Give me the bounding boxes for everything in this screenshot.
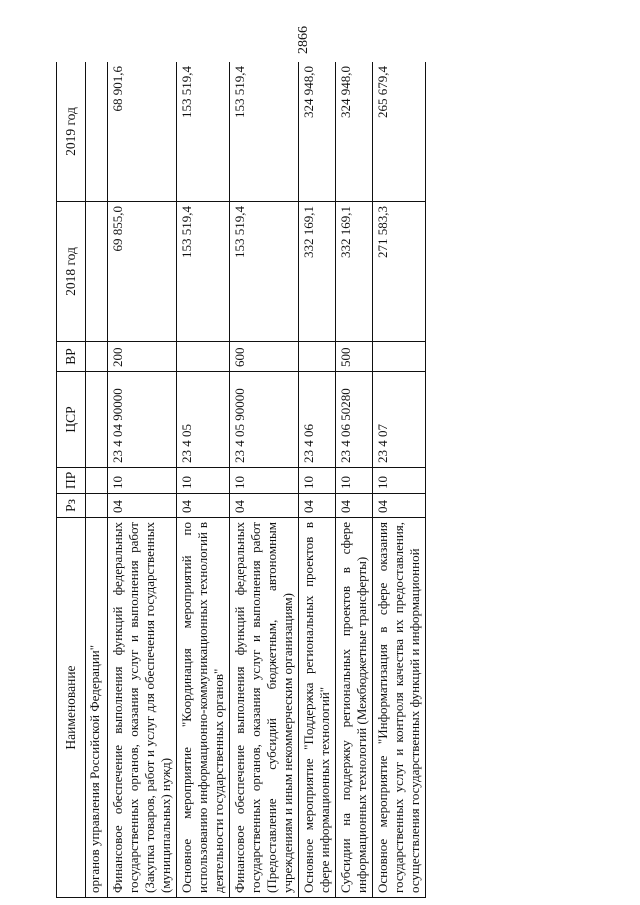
row-csr: 23 4 06 50280 [336, 372, 373, 468]
header-name: Наименование [57, 518, 86, 898]
row-rz: 04 [230, 494, 299, 518]
row-2019 [86, 62, 108, 202]
table-row [336, 62, 373, 898]
budget-table [56, 62, 426, 898]
row-vr: 500 [336, 342, 373, 372]
row-name: Основное мероприятие "Поддержка региональных проектов в сфере информационных технологий" [299, 518, 336, 898]
table-row [177, 62, 230, 898]
row-pr: 10 [230, 468, 299, 494]
row-rz: 04 [177, 494, 230, 518]
row-vr [299, 342, 336, 372]
row-rz: 04 [373, 494, 426, 518]
row-pr: 10 [373, 468, 426, 494]
row-csr [86, 372, 108, 468]
row-2018: 153 519,4 [230, 202, 299, 342]
row-vr: 200 [108, 342, 177, 372]
row-2019: 324 948,0 [299, 62, 336, 202]
row-2018: 332 169,1 [299, 202, 336, 342]
row-csr: 23 4 06 [299, 372, 336, 468]
header-2019: 2019 год [57, 62, 86, 202]
row-2019: 265 679,4 [373, 62, 426, 202]
row-csr: 23 4 04 90000 [108, 372, 177, 468]
table-row [108, 62, 177, 898]
row-vr [177, 342, 230, 372]
table-row-continuation [86, 62, 108, 898]
header-vr: ВР [57, 342, 86, 372]
row-csr: 23 4 07 [373, 372, 426, 468]
row-vr [373, 342, 426, 372]
row-name: Финансовое обеспечение выполнения функций федеральных государственных органов, оказания услуг и выполнения работ (Закупка товаров, работ и услуг для обеспечения государственных (муниципальных) нужд) [108, 518, 177, 898]
row-pr: 10 [177, 468, 230, 494]
row-name: Финансовое обеспечение выполнения функций федеральных государственных органов, оказания услуг и выполнения работ (Предоставление субсидий бюджетным, автономным учреждениям и иным некоммерческим организациям) [230, 518, 299, 898]
row-pr [86, 468, 108, 494]
row-name: органов управления Российской Федерации" [86, 518, 108, 898]
row-rz: 04 [336, 494, 373, 518]
table-row [373, 62, 426, 898]
row-2019: 153 519,4 [230, 62, 299, 202]
table-row [299, 62, 336, 898]
row-vr: 600 [230, 342, 299, 372]
row-2018 [86, 202, 108, 342]
row-name: Основное мероприятие "Координация мероприятий по использованию информационно-коммуникационных технологий в деятельности государственных органов" [177, 518, 230, 898]
row-vr [86, 342, 108, 372]
header-2018: 2018 год [57, 202, 86, 342]
budget-table-container [56, 62, 581, 898]
header-csr: ЦСР [57, 372, 86, 468]
table-header-row [57, 62, 86, 898]
header-pr: ПР [57, 468, 86, 494]
row-2019: 153 519,4 [177, 62, 230, 202]
row-2018: 69 855,0 [108, 202, 177, 342]
row-2019: 68 901,6 [108, 62, 177, 202]
row-2018: 153 519,4 [177, 202, 230, 342]
row-csr: 23 4 05 [177, 372, 230, 468]
row-rz: 04 [108, 494, 177, 518]
row-2019: 324 948,0 [336, 62, 373, 202]
row-name: Основное мероприятие "Информатизация в сфере оказания государственных услуг и контроля качества их предоставления, осуществления государственных функций и информационной [373, 518, 426, 898]
row-name: Субсидии на поддержку региональных проектов в сфере информационных технологий (Межбюджетные трансферты) [336, 518, 373, 898]
header-rz: Рз [57, 494, 86, 518]
page-number-text: 2866 [296, 26, 311, 54]
row-rz [86, 494, 108, 518]
row-rz: 04 [299, 494, 336, 518]
row-pr: 10 [336, 468, 373, 494]
row-pr: 10 [108, 468, 177, 494]
table-row [230, 62, 299, 898]
row-2018: 332 169,1 [336, 202, 373, 342]
row-2018: 271 583,3 [373, 202, 426, 342]
row-pr: 10 [299, 468, 336, 494]
row-csr: 23 4 05 90000 [230, 372, 299, 468]
budget-table-rotated [56, 62, 581, 898]
